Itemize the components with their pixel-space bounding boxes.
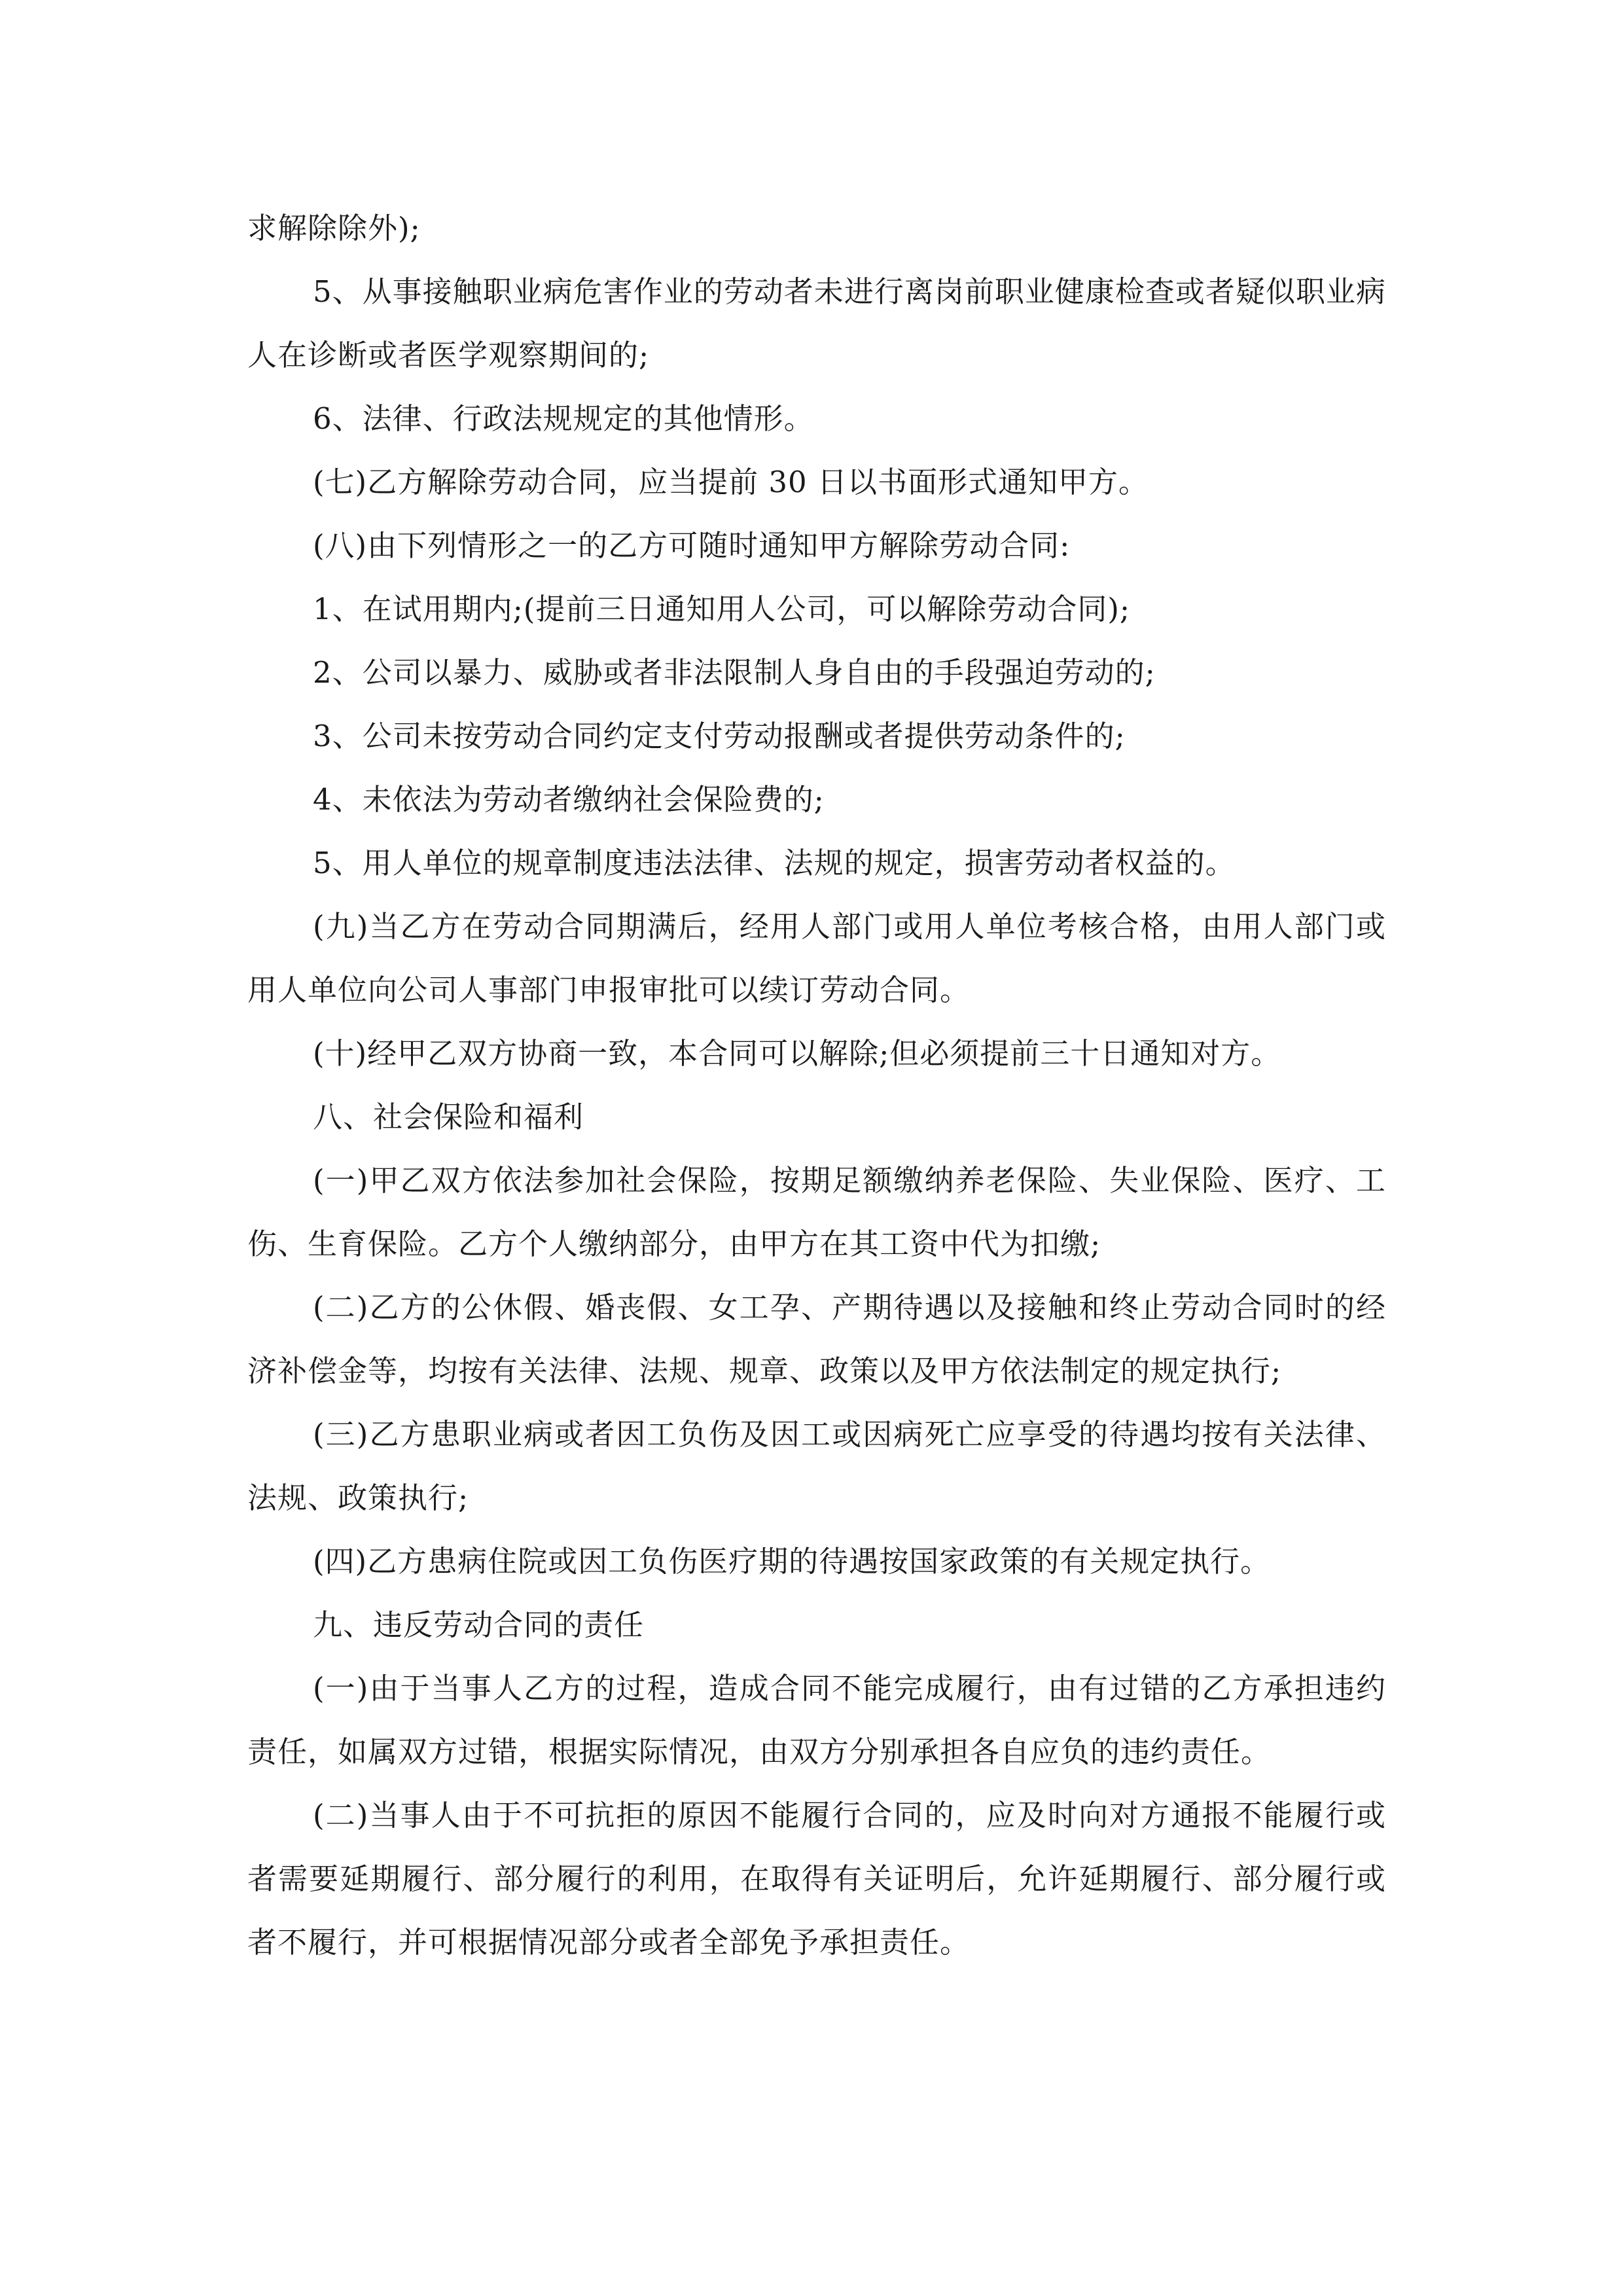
paragraph-clause-7: (七)乙方解除劳动合同，应当提前 30 日以书面形式通知甲方。	[313, 465, 1149, 499]
section-heading-9: 九、违反劳动合同的责任	[313, 1607, 645, 1642]
paragraph-item-6-other: 6、法律、行政法规规定的其他情形。	[313, 401, 814, 436]
paragraph-clause-8: (八)由下列情形之一的乙方可随时通知甲方解除劳动合同:	[313, 528, 1071, 563]
paragraph-section-8-clause-3: (三)乙方患职业病或者因工负伤及因工或因病死亡应享受的待遇均按有关法律、法规、政策执行;	[247, 1417, 1386, 1515]
paragraph-section-8-clause-2: (二)乙方的公休假、婚丧假、女工孕、产期待遇以及接触和终止劳动合同时的经济补偿金等，均按有关法律、法规、规章、政策以及甲方依法制定的规定执行;	[247, 1290, 1386, 1388]
document-body	[247, 196, 1386, 1974]
paragraph-clause-9: (九)当乙方在劳动合同期满后，经用人部门或用人单位考核合格，由用人部门或用人单位向公司人事部门申报审批可以续订劳动合同。	[247, 909, 1386, 1007]
paragraph-section-8-clause-1: (一)甲乙双方依法参加社会保险，按期足额缴纳养老保险、失业保险、医疗、工伤、生育保险。乙方个人缴纳部分，由甲方在其工资中代为扣缴;	[247, 1163, 1386, 1261]
paragraph-clause-10: (十)经甲乙双方协商一致，本合同可以解除;但必须提前三十日通知对方。	[313, 1036, 1281, 1071]
paragraph-clause-8-item-5: 5、用人单位的规章制度违法法律、法规的规定，损害劳动者权益的。	[313, 846, 1236, 880]
paragraph-item-5-occupational: 5、从事接触职业病危害作业的劳动者未进行离岗前职业健康检查或者疑似职业病人在诊断或者医学观察期间的;	[247, 274, 1386, 372]
paragraph-clause-8-item-4: 4、未依法为劳动者缴纳社会保险费的;	[313, 782, 825, 817]
paragraph-continuation: 求解除除外);	[247, 211, 421, 245]
paragraph-clause-8-item-1: 1、在试用期内;(提前三日通知用人公司，可以解除劳动合同);	[313, 592, 1131, 626]
paragraph-clause-8-item-2: 2、公司以暴力、威胁或者非法限制人身自由的手段强迫劳动的;	[313, 655, 1156, 690]
paragraph-section-8-clause-4: (四)乙方患病住院或因工负伤医疗期的待遇按国家政策的有关规定执行。	[313, 1544, 1271, 1579]
section-heading-8: 八、社会保险和福利	[313, 1100, 584, 1134]
paragraph-clause-8-item-3: 3、公司未按劳动合同约定支付劳动报酬或者提供劳动条件的;	[313, 719, 1126, 753]
paragraph-section-9-clause-2: (二)当事人由于不可抗拒的原因不能履行合同的，应及时向对方通报不能履行或者需要延期履行、部分履行的利用，在取得有关证明后，允许延期履行、部分履行或者不履行，并可根据情况部分或者全部免予承担责任。	[247, 1798, 1386, 1960]
paragraph-section-9-clause-1: (一)由于当事人乙方的过程，造成合同不能完成履行，由有过错的乙方承担违约责任，如属双方过错，根据实际情况，由双方分别承担各自应负的违约责任。	[247, 1671, 1386, 1769]
